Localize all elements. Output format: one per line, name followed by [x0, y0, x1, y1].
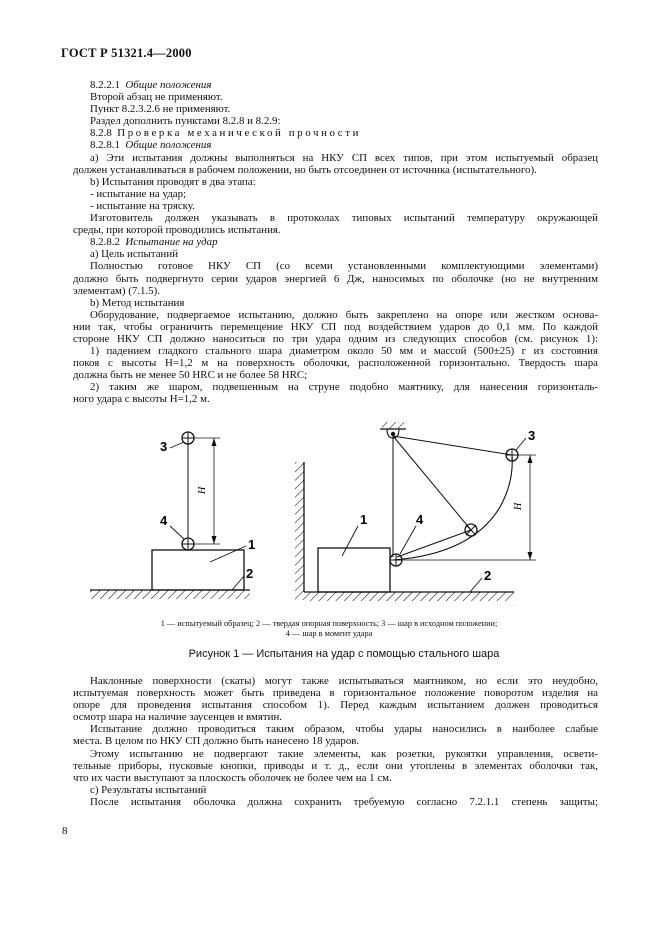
text-line: а) Цель испытаний	[90, 248, 179, 261]
text-line: 2) таким же шаром, подвешенным на струне подобно маятнику, для нанесения горизонталь-	[90, 381, 598, 394]
text-line: испытуемая поверхность может быть приведена в горизонтальное положение поворотом изделия на	[73, 687, 598, 700]
text-line: Испытание должно проводиться таким образом, чтобы удары наносились в наиболее слабые	[90, 723, 598, 736]
label-3: 3	[160, 439, 168, 454]
figure-legend-line: 4 — шар в момент удара	[285, 629, 373, 638]
label-4: 4	[416, 512, 424, 527]
text-line: должна быть не менее 50 HRC и не более 58 HRC;	[73, 369, 308, 382]
text-line: Раздел дополнить пунктами 8.2.8 и 8.2.9:	[90, 115, 281, 128]
list-item: - испытание на тряску.	[90, 199, 195, 212]
text-line: а) Эти испытания должны выполняться на НКУ СП всех типов, при этом испытуемый образец	[90, 151, 598, 164]
text-line: Наклонные поверхности (скаты) могут также испытываться маятником, но если это неудобно,	[90, 675, 598, 687]
arrow-up-icon	[212, 438, 217, 446]
dim-label-h: H	[197, 486, 208, 494]
text-line: Полностью готовое НКУ СП (со всеми установленными комплектующими элементами)	[90, 260, 598, 273]
figure-legend	[94, 619, 564, 639]
specimen-box	[318, 548, 390, 592]
text-line: осмотр шара на наличие заусенцев и вмятин.	[73, 711, 283, 724]
pendulum-string-initial	[393, 436, 512, 455]
figure-title: Рисунок 1 — Испытания на удар с помощью стального шара	[188, 648, 500, 660]
leader-line	[170, 526, 184, 539]
label-2: 2	[484, 568, 492, 583]
leader-line	[400, 526, 416, 554]
leader-line	[232, 576, 244, 590]
text-line: Изготовитель должен указывать в протоколах типовых испытаний температуру окружающей	[90, 212, 598, 225]
text-line: опоре для проведения испытания способом 1). Перед каждым испытанием должен проводиться	[73, 699, 598, 712]
text-line: 1) падением гладкого стального шара диаметром около 50 мм и массой (500±25) г из состояния	[90, 345, 598, 358]
clause-8-2-8: 8.2.8 Проверка механической прочности	[90, 127, 362, 140]
text-line: места. В целом по НКУ СП должно быть нанесено 18 ударов.	[73, 735, 360, 748]
ground-hatching	[304, 592, 514, 601]
impact-test-figure	[90, 422, 610, 632]
text-line: стороне НКУ СП должно наноситься по три удара одним из следующих способов (см. рисунок 1):	[73, 332, 598, 345]
leader-line	[342, 526, 358, 556]
leader-line	[210, 546, 246, 562]
clause-8-2-8-2: 8.2.8.2 Испытание на удар	[90, 236, 218, 249]
leader-line	[470, 578, 482, 592]
text-line: b) Метод испытания	[90, 296, 185, 309]
text-line: Оборудование, подвергаемое испытанию, должно быть закреплено на опоре или жестком основа-	[90, 308, 598, 321]
pendulum-test-diagram	[295, 422, 536, 601]
body-text-bottom	[73, 675, 598, 808]
list-item: - испытание на удар;	[90, 187, 187, 200]
document-header: ГОСТ Р 51321.4—2000	[61, 46, 192, 60]
label-1: 1	[248, 537, 256, 552]
text-line: что их части выступают за плоскость оболочек не более чем на 1 см.	[73, 771, 392, 784]
label-4: 4	[160, 513, 168, 528]
specimen-box	[152, 550, 244, 590]
ground-hatching	[90, 590, 250, 599]
text-line: Второй абзац не применяют.	[90, 91, 223, 104]
label-2: 2	[246, 566, 254, 581]
text-line: Этому испытанию не подвергают такие элементы, как розетки, рукоятки управления, освети-	[90, 747, 598, 760]
text-line: b) Испытания проводят в два этапа:	[90, 175, 256, 188]
label-3: 3	[528, 428, 536, 443]
figure-legend-line: 1 — испытуемый образец; 2 — твердая опорная поверхность; 3 — шар в исходном положении;	[160, 619, 498, 628]
text-line: тельные приборы, пусковые кнопки, приводы и т. д., если они утоплены в элементах оболочки так,	[73, 759, 598, 772]
clause-8-2-2-1: 8.2.2.1 Общие положения	[90, 79, 212, 91]
text-line: Пункт 8.2.3.2.6 не применяют.	[90, 103, 231, 116]
pivot-hatching	[382, 422, 404, 429]
text-line: элементам) (7.1.5).	[73, 284, 161, 297]
text-line: ного удара с высоты H=1,2 м.	[73, 393, 210, 406]
text-line: с) Результаты испытаний	[90, 783, 207, 796]
leader-line	[170, 442, 184, 448]
page-number: 8	[62, 825, 68, 837]
pivot-point	[391, 432, 395, 436]
leader-line	[516, 438, 526, 450]
body-text-top	[73, 79, 598, 406]
arrow-up-icon	[528, 455, 533, 463]
label-1: 1	[360, 512, 368, 527]
text-line: среды, при которой проводились испытания.	[73, 224, 281, 237]
arrow-down-icon	[212, 536, 217, 544]
clause-8-2-8-1: 8.2.8.1 Общие положения	[90, 139, 212, 152]
text-line: После испытания оболочка должна сохранить требуемую согласно 7.2.1.1 степень защиты;	[90, 795, 598, 808]
text-line: покоя с высоты H=1,2 м на поверхность оболочки, расположенной горизонтально. Твердость шара	[73, 357, 598, 370]
pendulum-string-middle	[393, 436, 471, 530]
text-line: нии так, чтобы ограничить перемещение НКУ СП под воздействием ударов до 0,1 мм. По каждой	[73, 320, 598, 333]
arrow-down-icon	[528, 552, 533, 560]
wall-hatching	[295, 462, 304, 600]
text-line: должно быть подвергнуто серии ударов энергией 6 Дж, наносимых по оболочке (но не внутренним	[73, 272, 598, 285]
text-line: должен устанавливаться в рабочем положении, но быть отсоединен от источника (испытательного).	[73, 163, 537, 176]
drop-test-diagram	[90, 432, 255, 599]
dim-label-h: H	[513, 502, 524, 510]
